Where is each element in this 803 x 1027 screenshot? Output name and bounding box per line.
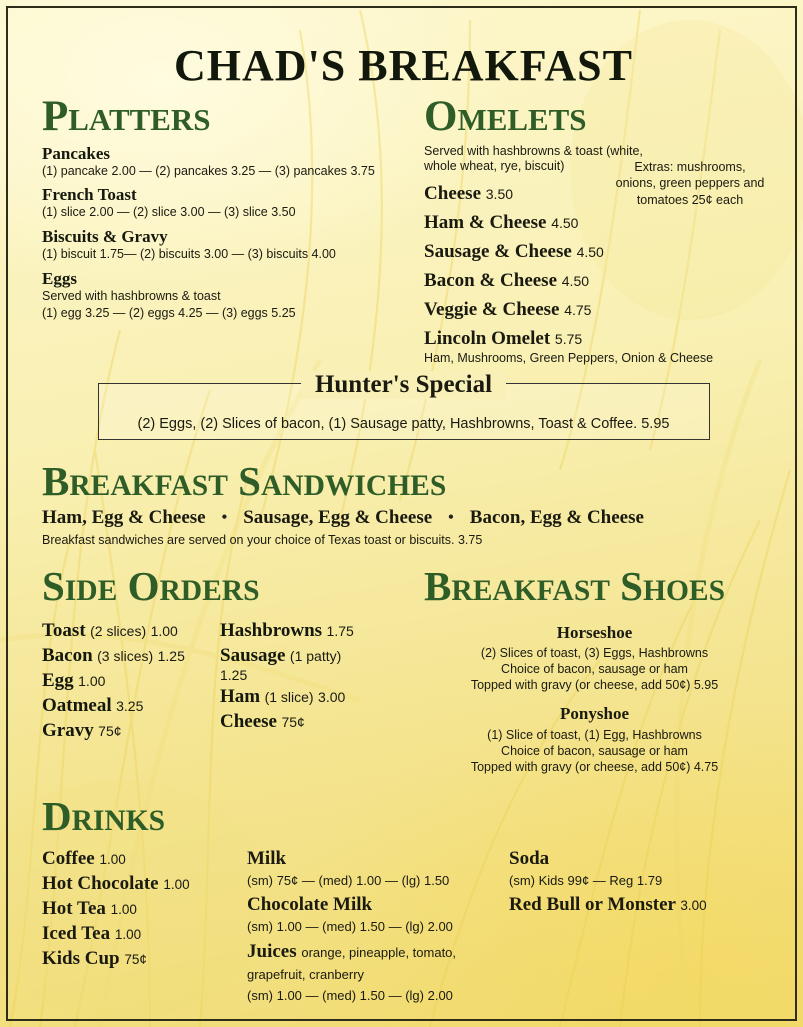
list-item: Bacon, Egg & Cheese xyxy=(469,506,644,528)
menu-item xyxy=(42,848,247,870)
item-price: 1.25 xyxy=(157,647,185,664)
sandwiches-heading: BREAKFAST SANDWICHES xyxy=(42,457,447,504)
menu-item xyxy=(509,848,759,889)
item-name: Hot Tea xyxy=(42,898,106,920)
item-price: 4.75 xyxy=(564,302,592,319)
item-desc: (1) Slice of toast, (1) Egg, Hashbrowns xyxy=(487,727,702,742)
item-qty: (1 patty) xyxy=(289,647,342,664)
shoes-section xyxy=(424,562,765,776)
menu-item xyxy=(42,185,412,221)
item-name: Cheese xyxy=(220,710,277,732)
item-desc: Ham, Mushrooms, Green Peppers, Onion & Cheese xyxy=(424,351,714,366)
item-name: Toast xyxy=(42,619,86,641)
menu-item xyxy=(247,894,509,935)
sandwiches-note: Breakfast sandwiches are served on your choice of Texas toast or biscuits. 3.75 xyxy=(42,532,483,547)
item-price: 1.25 xyxy=(220,666,248,683)
bullet-separator: • xyxy=(221,508,228,526)
item-price: 75¢ xyxy=(98,722,122,739)
item-name: Chocolate Milk xyxy=(247,894,373,916)
menu-item xyxy=(42,923,247,945)
item-price: 1.00 xyxy=(163,877,190,893)
item-name: Iced Tea xyxy=(42,923,111,945)
item-name: Hot Chocolate xyxy=(42,873,159,895)
item-price: 1.00 xyxy=(114,927,142,943)
menu-item xyxy=(42,144,412,180)
menu-item xyxy=(220,686,395,708)
item-qty: (1 slice) xyxy=(264,688,314,705)
item-name: Biscuits & Gravy xyxy=(42,227,168,247)
drinks-column-2 xyxy=(247,848,509,1009)
hunters-special-desc: (2) Eggs, (2) Slices of bacon, (1) Sausage patty, Hashbrowns, Toast & Coffee. 5.95 xyxy=(137,415,670,432)
menu-item xyxy=(424,241,765,263)
omelets-extras: Extras: mushrooms, onions, green peppers and tomatoes 25¢ each xyxy=(615,160,765,207)
item-name: Ponyshoe xyxy=(560,704,629,724)
item-name: Pancakes xyxy=(42,143,110,163)
item-qty: (3 slices) xyxy=(97,647,154,664)
item-name: Red Bull or Monster xyxy=(509,894,676,916)
menu-item xyxy=(424,270,765,292)
shoes-heading: BREAKFAST SHOES xyxy=(424,562,726,609)
item-name: Cheese xyxy=(424,183,482,205)
item-price: 4.50 xyxy=(551,215,579,232)
item-name: Coffee xyxy=(42,848,95,870)
item-price: 1.00 xyxy=(78,672,106,689)
menu-item xyxy=(424,328,765,350)
item-desc: (sm) 1.00 — (med) 1.50 — (lg) 2.00 xyxy=(247,919,453,935)
item-price: 4.50 xyxy=(561,273,590,290)
drinks-column-3 xyxy=(509,848,759,1009)
menu-item xyxy=(42,695,220,717)
item-name: Horseshoe xyxy=(556,622,633,642)
drinks-section xyxy=(42,793,765,1009)
item-price: 3.50 xyxy=(485,186,514,203)
item-price: 3.00 xyxy=(318,688,346,705)
item-desc-2: (1) egg 3.25 — (2) eggs 4.25 — (3) eggs 5.25 xyxy=(42,306,296,321)
item-name: Ham xyxy=(220,685,261,707)
item-price: (sm) Kids 99¢ — Reg 1.79 xyxy=(509,873,663,889)
item-desc: (1) slice 2.00 — (2) slice 3.00 — (3) slice 3.50 xyxy=(42,205,296,220)
sides-section xyxy=(42,562,412,776)
bullet-separator: • xyxy=(448,508,454,526)
menu-item xyxy=(424,299,765,321)
item-name: Egg xyxy=(42,669,74,691)
item-name: Bacon & Cheese xyxy=(424,270,558,292)
menu-item xyxy=(42,620,220,642)
list-item: Ham, Egg & Cheese xyxy=(42,506,206,528)
menu-item xyxy=(42,873,247,895)
menu-item xyxy=(424,212,765,234)
item-price: 75¢ xyxy=(281,713,305,730)
item-name: Sausage & Cheese xyxy=(424,241,572,263)
item-name: Veggie & Cheese xyxy=(424,299,560,321)
omelets-note: Served with hashbrowns & toast (white, whole wheat, rye, biscuit) xyxy=(424,143,643,174)
menu-item xyxy=(220,620,395,642)
menu-item xyxy=(424,703,765,775)
item-price: 1.00 xyxy=(150,622,178,639)
menu-item xyxy=(42,645,220,667)
item-price: (sm) 1.00 — (med) 1.50 — (lg) 2.00 xyxy=(247,987,453,1003)
platters-section xyxy=(42,93,412,369)
menu-item xyxy=(220,711,395,733)
item-price: 1.75 xyxy=(326,622,354,639)
item-name: Oatmeal xyxy=(42,694,112,716)
item-desc: (2) Slices of toast, (3) Eggs, Hashbrowns xyxy=(480,645,709,660)
menu-item xyxy=(42,898,247,920)
omelets-section xyxy=(424,93,765,369)
sandwiches-section xyxy=(42,457,765,547)
sides-column-1 xyxy=(42,620,220,745)
menu-item xyxy=(42,948,247,970)
item-name: Kids Cup xyxy=(42,948,120,970)
item-price: 5.75 xyxy=(554,331,583,348)
item-name: Lincoln Omelet xyxy=(424,328,551,350)
item-desc: (sm) 75¢ — (med) 1.00 — (lg) 1.50 xyxy=(247,873,450,889)
sides-shoes-columns xyxy=(42,562,765,776)
item-price: 1.00 xyxy=(110,902,137,918)
item-name: Hashbrowns xyxy=(220,619,323,641)
item-name: Eggs xyxy=(42,268,77,288)
item-name: Juices xyxy=(247,940,297,962)
item-price: 4.50 xyxy=(576,244,604,261)
omelets-heading: OMELETS xyxy=(424,93,587,140)
item-name: Milk xyxy=(247,848,287,870)
item-name: Soda xyxy=(509,848,550,870)
platters-heading: PLATTERS xyxy=(42,93,211,140)
menu-item xyxy=(42,720,220,742)
item-desc: (1) pancake 2.00 — (2) pancakes 3.25 — (3) pancakes 3.75 xyxy=(42,163,375,178)
hunters-special-heading: Hunter's Special xyxy=(301,371,506,399)
menu-item xyxy=(509,894,759,916)
menu-item xyxy=(42,670,220,692)
drinks-column-1 xyxy=(42,848,247,1009)
drinks-heading: DRINKS xyxy=(42,793,166,840)
item-desc: Topped with gravy (or cheese, add 50¢) 4.75 xyxy=(470,760,719,775)
menu-item xyxy=(42,269,412,322)
item-price: 3.00 xyxy=(680,898,707,914)
item-price: 1.00 xyxy=(99,852,126,868)
menu-item xyxy=(247,848,509,889)
page-title: CHAD'S BREAKFAST xyxy=(174,41,633,90)
top-columns xyxy=(42,93,765,369)
hunters-special-box xyxy=(98,370,710,440)
item-name: Gravy xyxy=(42,719,94,741)
item-desc: Choice of bacon, sausage or ham xyxy=(501,661,688,676)
item-desc: orange, pineapple, tomato, grapefruit, cranberry xyxy=(247,944,457,982)
menu-item xyxy=(220,645,395,683)
item-desc: (1) biscuit 1.75— (2) biscuits 3.00 — (3) biscuits 4.00 xyxy=(42,247,336,262)
sides-heading: SIDE ORDERS xyxy=(42,562,260,609)
menu-item xyxy=(42,227,412,263)
item-name: Ham & Cheese xyxy=(424,212,547,234)
item-name: Sausage xyxy=(220,644,286,666)
item-desc: Served with hashbrowns & toast xyxy=(42,288,221,303)
item-price: 75¢ xyxy=(124,952,147,968)
sides-column-2 xyxy=(220,620,395,745)
sandwiches-list xyxy=(42,507,765,529)
item-name: French Toast xyxy=(42,185,137,205)
menu-item xyxy=(247,941,509,1004)
menu-item xyxy=(424,622,765,694)
item-desc: Topped with gravy (or cheese, add 50¢) 5.95 xyxy=(470,678,719,693)
item-price: 3.25 xyxy=(116,697,144,714)
list-item: Sausage, Egg & Cheese xyxy=(243,506,433,528)
item-desc: Choice of bacon, sausage or ham xyxy=(501,743,688,758)
item-qty: (2 slices) xyxy=(90,622,147,639)
item-name: Bacon xyxy=(42,644,93,666)
